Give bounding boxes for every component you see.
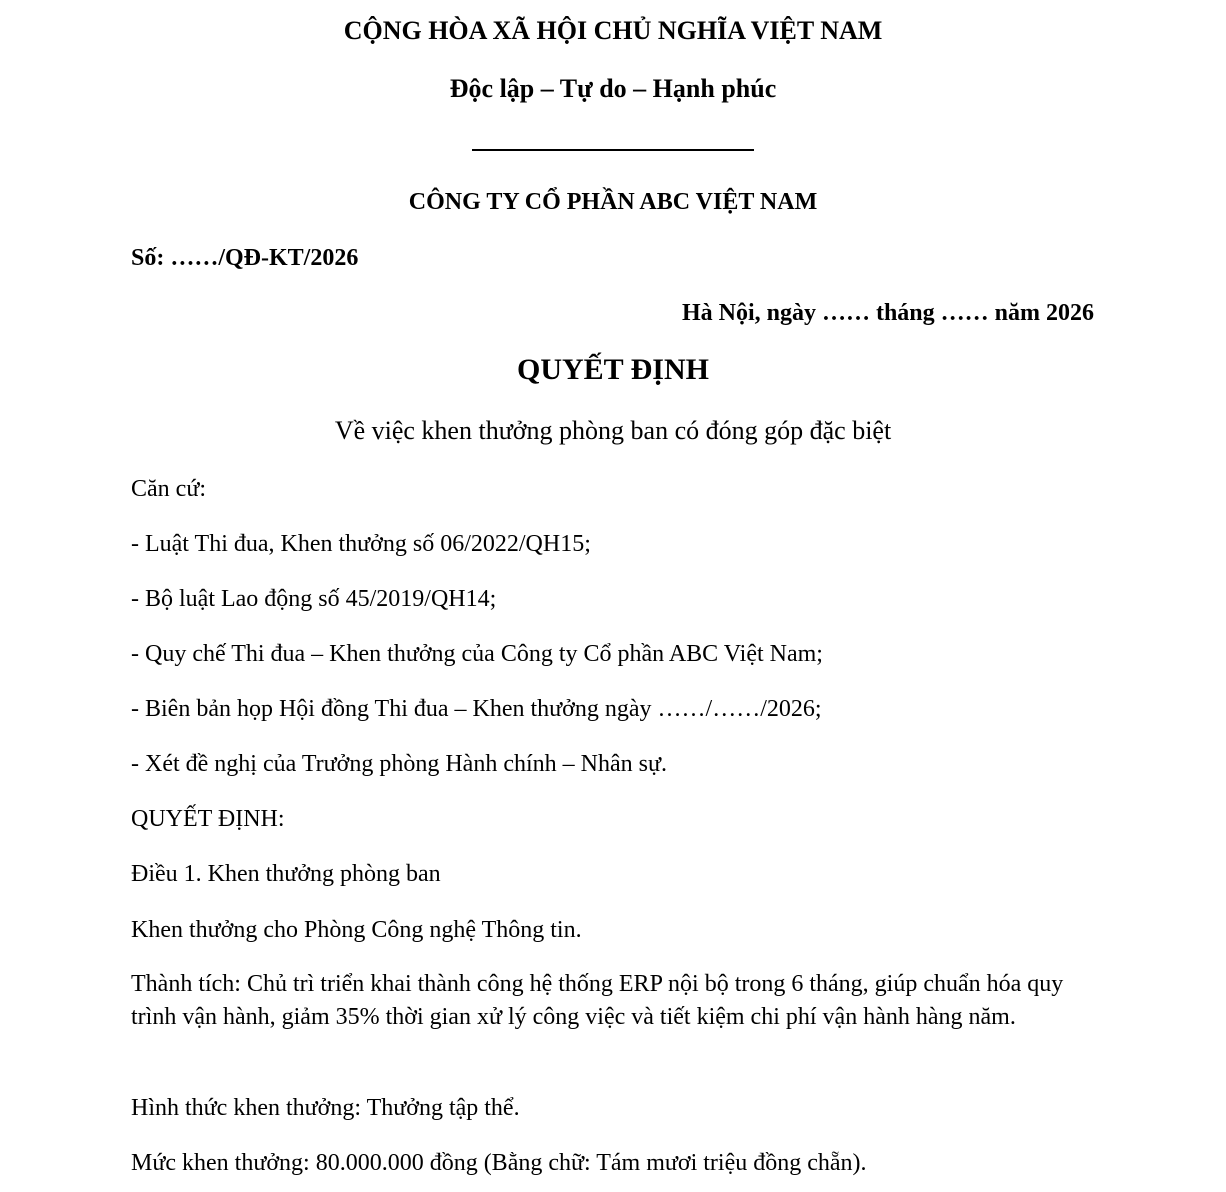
basis-item: - Luật Thi đua, Khen thưởng số 06/2022/QH15;	[131, 531, 591, 557]
basis-heading: Căn cứ:	[131, 476, 206, 502]
article-1-recipient: Khen thưởng cho Phòng Công nghệ Thông tin.	[131, 917, 582, 943]
basis-item: - Biên bản họp Hội đồng Thi đua – Khen thưởng ngày ……/……/2026;	[131, 696, 822, 722]
article-1-award-amount: Mức khen thưởng: 80.000.000 đồng (Bằng chữ: Tám mươi triệu đồng chẵn).	[131, 1150, 867, 1176]
article-1-title: Điều 1. Khen thưởng phòng ban	[131, 861, 441, 887]
article-1-achievement: Thành tích: Chủ trì triển khai thành công hệ thống ERP nội bộ trong 6 tháng, giúp chuẩn hóa quy trình vận hành, giảm 35% thời gian xử lý công việc và tiết kiệm chi phí vận hành hàng năm.	[131, 971, 1064, 1030]
place-and-date: Hà Nội, ngày …… tháng …… năm 2026	[681, 300, 1094, 326]
national-title: CỘNG HÒA XÃ HỘI CHỦ NGHĨA VIỆT NAM	[343, 16, 883, 45]
national-motto: Độc lập – Tự do – Hạnh phúc	[449, 74, 777, 103]
document-subtitle: Về việc khen thưởng phòng ban có đóng góp đặc biệt	[334, 416, 892, 445]
article-1-award-form: Hình thức khen thưởng: Thưởng tập thể.	[131, 1095, 520, 1121]
document-number: Số: ……/QĐ-KT/2026	[131, 245, 359, 271]
header-divider	[472, 149, 754, 151]
basis-item: - Xét đề nghị của Trưởng phòng Hành chính – Nhân sự.	[131, 751, 667, 777]
decision-heading: QUYẾT ĐỊNH:	[131, 806, 285, 832]
company-name: CÔNG TY CỔ PHẦN ABC VIỆT NAM	[408, 189, 818, 215]
basis-item: - Bộ luật Lao động số 45/2019/QH14;	[131, 586, 497, 612]
basis-item: - Quy chế Thi đua – Khen thưởng của Công ty Cổ phần ABC Việt Nam;	[131, 641, 823, 667]
document-title: QUYẾT ĐỊNH	[517, 353, 709, 386]
